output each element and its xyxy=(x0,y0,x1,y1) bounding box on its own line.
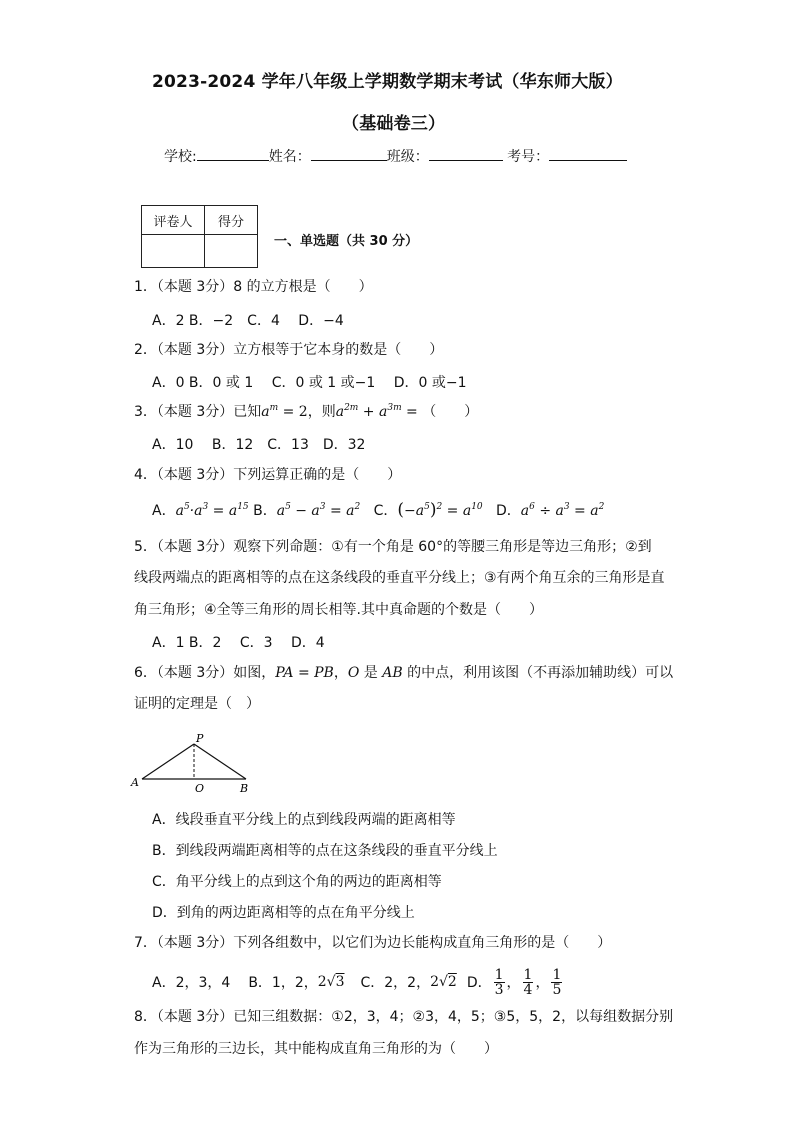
segment-pb xyxy=(194,744,246,779)
exam-title: 2023-2024 学年八年级上学期数学期末考试（华东师大版） xyxy=(152,72,623,92)
question-5-line-2: 线段两端点的距离相等的点在这条线段的垂直平分线上；③有两个角互余的三角形是直 xyxy=(134,570,665,586)
segment-pa xyxy=(142,744,194,779)
question-5-options: A．1 B．2 C．3 D．4 xyxy=(152,635,325,651)
question-7-options: A．2，3，4 B．1，2， 2√3 C．2，2， 2√2 D． $\frac{1}{3}$ ， $\frac{1}{4}$ ， $\frac{1}{5}$ xyxy=(152,966,562,998)
question-5-line-3: 角三角形；④全等三角形的周长相等.其中真命题的个数是（ ） xyxy=(134,602,543,618)
question-4-option-b-label: B． xyxy=(253,503,277,519)
question-4-options xyxy=(152,500,604,520)
question-6-figure xyxy=(128,730,258,796)
field-school-label: 学校: xyxy=(164,149,197,165)
question-4-option-c-expr: $(-a^5)^2 = a^{10}$ xyxy=(397,500,483,520)
question-7-option-a: A．2，3，4 xyxy=(152,975,231,991)
score-table-cell-score[interactable] xyxy=(205,235,258,268)
exam-subtitle: （基础卷三） xyxy=(342,114,446,134)
question-7-option-d: D． xyxy=(466,975,492,991)
question-6-point-o: O xyxy=(347,665,360,681)
question-3-stem: 3．（本题 3分）已知$a^m = 2$，则$a^{2m} + a^{3m}$ = （ ） xyxy=(134,403,479,420)
question-1-options: A．2 B．−2 C．4 D．−4 xyxy=(152,313,344,329)
score-table-header-score: 得分 xyxy=(205,206,258,235)
question-4-option-c-label: C． xyxy=(373,503,398,519)
field-id-blank[interactable] xyxy=(549,146,627,161)
question-6-option-b: B．到线段两端距离相等的点在这条线段的垂直平分线上 xyxy=(152,843,498,859)
question-8-line-1: 8．（本题 3分）已知三组数据：①2，3，4；②3，4，5；③5，5，2，以每组数据分别 xyxy=(134,1009,674,1025)
question-3-expression: $a^{2m}$ xyxy=(335,403,359,420)
question-3-given: $a^m$ xyxy=(261,403,279,420)
field-id-label: 考号： xyxy=(507,149,550,165)
label-o: O xyxy=(195,782,205,795)
field-class-label: 班级： xyxy=(386,149,429,165)
question-6-option-c: C．角平分线上的点到这个角的两边的距离相等 xyxy=(152,874,442,890)
score-table xyxy=(141,205,258,268)
question-1-stem: 1．（本题 3分）8 的立方根是（ ） xyxy=(134,279,373,295)
question-7-option-c: C．2，2， xyxy=(360,975,431,991)
question-4-stem: 4．（本题 3分）下列运算正确的是（ ） xyxy=(134,467,402,483)
question-5-line-1: 5．（本题 3分）观察下列命题：①有一个角是 60°的等腰三角形是等边三角形；②到 xyxy=(134,539,652,555)
question-4-option-a-expr: $a^5\cdot a^3 = a^{15}$ xyxy=(175,502,249,519)
question-4-option-d-label: D． xyxy=(496,503,521,519)
question-7-fraction-1: $\frac{1}{3}$ xyxy=(494,966,504,998)
student-info-row xyxy=(164,146,627,166)
question-3-options: A．10 B．12 C．13 D．32 xyxy=(152,437,366,453)
question-7-fraction-3: $\frac{1}{5}$ xyxy=(552,966,562,998)
field-school-blank[interactable] xyxy=(197,146,269,161)
question-6-is: 是 xyxy=(359,665,383,681)
question-6-line-1-post: 的中点，利用该图（不再添加辅助线）可以 xyxy=(402,665,674,681)
field-name-blank[interactable] xyxy=(311,146,387,161)
question-6-option-d: D．到角的两边距离相等的点在角平分线上 xyxy=(152,905,415,921)
question-6-segment-ab: AB xyxy=(382,665,403,681)
question-6-line-1 xyxy=(134,663,673,683)
question-8-line-2: 作为三角形的三边长，其中能构成直角三角形的为（ ） xyxy=(134,1041,498,1057)
question-2-options: A．0 B．0 或 1 C．0 或 1 或−1 D．0 或−1 xyxy=(152,375,467,391)
section-title: 一、单选题（共 30 分） xyxy=(274,234,419,249)
label-p: P xyxy=(196,732,204,745)
question-2-stem: 2．（本题 3分）立方根等于它本身的数是（ ） xyxy=(134,342,444,358)
question-7-option-c-radical: 2√2 xyxy=(430,974,457,990)
score-table-cell-grader[interactable] xyxy=(142,235,205,268)
label-a: A xyxy=(131,776,139,789)
score-table-header-grader: 评卷人 xyxy=(142,206,205,235)
question-6-line-1-pre: 6．（本题 3分）如图， xyxy=(134,665,276,681)
field-class-blank[interactable] xyxy=(429,146,503,161)
question-7-option-b-radical: 2√3 xyxy=(317,974,345,990)
question-7-stem: 7．（本题 3分）下列各组数中，以它们为边长能构成直角三角形的是（ ） xyxy=(134,935,612,951)
question-4-option-d-expr: $a^6 \div a^3 = a^2$ xyxy=(520,502,605,519)
question-3-stem-mid: ，则 xyxy=(307,404,336,420)
question-6-line-2: 证明的定理是（ ） xyxy=(134,696,260,712)
question-7-option-b: B．1，2， xyxy=(248,975,318,991)
question-3-stem-pre: 3．（本题 3分）已知 xyxy=(134,404,262,420)
question-6-equation: PA = PB xyxy=(275,665,334,681)
question-7-fraction-2: $\frac{1}{4}$ xyxy=(523,966,533,998)
question-4-option-b-expr: $a^5 - a^3 = a^2$ xyxy=(276,502,361,519)
question-4-option-a-label: A． xyxy=(152,503,176,519)
question-3-stem-post: （ ） xyxy=(422,404,479,420)
question-6-option-a: A．线段垂直平分线上的点到线段两端的距离相等 xyxy=(152,812,456,828)
question-6-comma: ， xyxy=(333,665,348,681)
label-b: B xyxy=(240,782,249,795)
field-name-label: 姓名： xyxy=(268,149,311,165)
